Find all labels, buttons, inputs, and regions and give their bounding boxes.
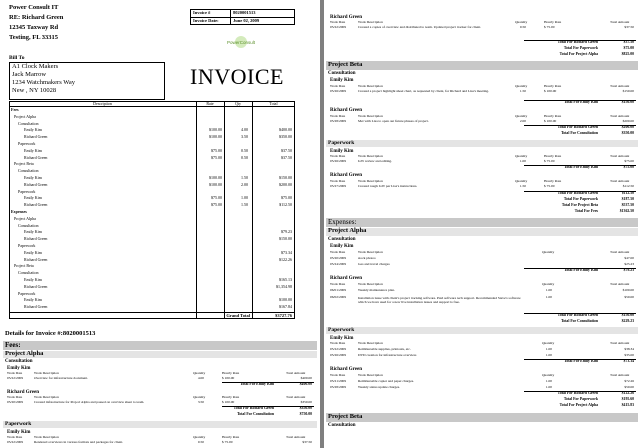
- entry-qty: 0.50: [519, 25, 526, 29]
- company-street: 12345 Taxway Rd: [9, 24, 59, 31]
- summary-row-description: Richard Green: [24, 181, 48, 187]
- consultation-total-label: Total For Consultation: [237, 412, 274, 416]
- col-total-amount: Total Amount: [286, 435, 306, 439]
- paperwork-heading: Paperwork: [5, 421, 32, 427]
- total-label: Total For Consultation: [561, 319, 598, 323]
- entry-date: 05/28/2009: [330, 385, 346, 389]
- entry-date: 05/20/2009: [7, 400, 23, 404]
- total-label: Total For Project Beta: [561, 203, 598, 207]
- entry-qty: 2.00: [519, 119, 526, 123]
- employee-emily: Emily Kim: [330, 149, 354, 154]
- summary-row-qty: 1.00: [241, 195, 248, 201]
- summary-row-description: Paperwork: [18, 188, 36, 194]
- employee-emily: Emily Kim: [330, 244, 354, 249]
- employee-richard: Richard Green: [330, 367, 362, 372]
- company-name: Power Consult IT: [9, 4, 59, 11]
- bill-to-line: A1 Clock Makers: [12, 63, 59, 70]
- col-total-amount: Total Amount: [610, 373, 630, 377]
- summary-row-description: Emily Kim: [24, 147, 42, 153]
- total-value: $200.00: [621, 125, 634, 129]
- col-total-amount: Total Amount: [610, 282, 630, 286]
- entry-qty: 3.50: [197, 400, 204, 404]
- invoice-title: INVOICE: [190, 64, 284, 89]
- summary-row-total: $200.00: [279, 181, 292, 187]
- entry-qty: 4.00: [197, 376, 204, 380]
- summary-row-total: $167.84: [279, 304, 292, 310]
- paperwork-heading: Paperwork: [328, 327, 355, 333]
- bill-to-line: Jack Marrow: [12, 71, 47, 78]
- summary-row-rate: $100.00: [209, 127, 222, 133]
- col-quantity: Quantity: [542, 282, 555, 286]
- col-hourly-rate: Hourly Rate: [544, 84, 562, 88]
- project-beta-heading: Project Beta: [328, 413, 363, 420]
- col-work-desc: Work Description: [358, 84, 383, 88]
- summary-row-description: Consultation: [18, 222, 39, 228]
- entry-amount: $37.50: [302, 440, 312, 444]
- consultation-heading: Consultation: [328, 71, 356, 76]
- entry-date: 05/21/2009: [330, 379, 346, 383]
- col-total-amount: Total Amount: [286, 371, 306, 375]
- col-hourly-rate: Hourly Rate: [544, 114, 562, 118]
- total-label: Total For Richard Green: [557, 391, 598, 395]
- total-label: Total For Paperwork: [563, 397, 598, 401]
- company-city: Testing, FL 33315: [9, 34, 59, 41]
- company-re: RE: Richard Green: [9, 14, 64, 21]
- summary-row-description: Emily Kim: [24, 175, 42, 180]
- summary-row-total: $37.50: [281, 154, 292, 160]
- summary-row-total: $37.50: [281, 147, 292, 153]
- entry-amount: $72.26: [624, 379, 634, 383]
- employee-emily: Emily Kim: [330, 336, 354, 341]
- entry-date: 05/28/2009: [330, 119, 346, 123]
- bill-to-label: Bill To: [9, 55, 25, 61]
- col-quantity: Quantity: [515, 84, 528, 88]
- entry-desc: Overview for infrastructure document.: [34, 376, 89, 380]
- col-work-date: Work Date: [7, 371, 23, 375]
- total-label: Total For Fees: [574, 209, 598, 213]
- grand-total-value: $3727.76: [275, 313, 292, 318]
- summary-row-qty: 1.50: [241, 202, 248, 208]
- col-hourly-rate: Hourly Rate: [544, 154, 562, 158]
- summary-row-total: $350.00: [279, 134, 292, 140]
- total-label: Total For Emily Kim: [564, 268, 598, 272]
- summary-row-qty: 2.00: [241, 181, 248, 187]
- entry-desc: Reimbursable supplies, printouts, etc.: [358, 347, 411, 351]
- entry-date: 06/02/2009: [330, 295, 346, 299]
- logo-icon: [218, 35, 264, 49]
- total-label: Total For Paperwork: [563, 197, 598, 201]
- consultation-heading: Consultation: [5, 359, 33, 364]
- total-value: $415.83: [621, 403, 634, 407]
- entry-amount: $150.00: [622, 89, 634, 93]
- entry-desc: DVD creation for infrastructure overview.: [358, 353, 417, 357]
- entry-desc: Created a project highlight sheet chart, as requested by client, for Richard and Lisa's meeting.: [358, 89, 489, 93]
- richard-total-value: $350.00: [299, 406, 312, 410]
- entry-amount: $75.00: [624, 159, 634, 163]
- col-rate: Rate: [206, 101, 214, 106]
- col-description: Description: [93, 101, 112, 106]
- total-value: $37.50: [623, 40, 634, 44]
- entry-qty: 1.00: [545, 295, 552, 299]
- col-quantity: Quantity: [193, 371, 206, 375]
- col-hourly-rate: Hourly Rate: [544, 20, 562, 24]
- summary-row-description: Richard Green: [24, 283, 48, 289]
- col-hourly-rate: Hourly Rate: [222, 371, 240, 375]
- summary-row-total: $122.26: [279, 256, 292, 262]
- total-label: Total For Consultation: [561, 131, 598, 135]
- total-label: Total For Richard Green: [557, 313, 598, 317]
- bill-to-line: New , NY 10028: [12, 87, 57, 94]
- entry-rate: $ 75.00: [544, 184, 555, 188]
- col-total-amount: Total Amount: [610, 341, 630, 345]
- col-quantity: Quantity: [515, 154, 528, 158]
- summary-row-total: $100.00: [279, 297, 292, 303]
- entry-amount: $37.50: [624, 25, 634, 29]
- invoice-date: June 02, 2009: [233, 18, 260, 23]
- total-label: Total For Richard Green: [557, 125, 598, 129]
- entry-amount: $100.00: [622, 288, 634, 292]
- summary-row-description: Fees: [11, 107, 19, 112]
- entry-qty: 1.00: [545, 353, 552, 357]
- total-value: $150.00: [621, 313, 634, 317]
- entry-desc: Created infrastructure for Project Alpha and passed on overview sheet to team.: [34, 400, 145, 404]
- entry-desc: Reimbursable copier and paper charges.: [358, 379, 415, 383]
- summary-row-total: $73.34: [281, 249, 292, 255]
- summary-row-description: Emily Kim: [24, 277, 42, 282]
- fees-heading: Fees:: [5, 341, 21, 349]
- col-work-desc: Work Description: [34, 371, 59, 375]
- invoice-date-label: Invoice Date:: [193, 18, 219, 23]
- col-quantity: Quantity: [542, 250, 555, 254]
- total-label: Total For Richard Green: [557, 40, 598, 44]
- summary-row-rate: $75.00: [211, 154, 222, 160]
- invoice-page-2: [324, 0, 640, 448]
- project-alpha-heading: Project Alpha: [328, 227, 367, 234]
- total-value: $75.00: [623, 46, 634, 50]
- col-work-desc: Work Description: [358, 20, 383, 24]
- summary-row-description: Richard Green: [24, 256, 48, 262]
- entry-rate: $ 75.00: [544, 25, 555, 29]
- paperwork-heading: Paperwork: [328, 140, 355, 146]
- entry-date: 05/22/2009: [7, 440, 23, 444]
- summary-row-qty: 1.50: [241, 175, 248, 180]
- summary-row-description: Richard Green: [24, 154, 48, 160]
- summary-row-description: Richard Green: [24, 134, 48, 140]
- summary-row-total: $400.00: [279, 127, 292, 133]
- col-work-date: Work Date: [330, 179, 346, 183]
- col-work-date: Work Date: [7, 395, 23, 399]
- col-quantity: Quantity: [515, 179, 528, 183]
- entry-date: 05/27/2009: [330, 184, 346, 188]
- entry-date: 05/26/2009: [330, 353, 346, 357]
- entry-qty: 1.00: [545, 379, 552, 383]
- entry-date: 05/24/2009: [330, 262, 346, 266]
- summary-row-description: Project Alpha: [14, 113, 36, 119]
- total-value: $229.23: [621, 319, 634, 323]
- col-total-amount: Total Amount: [610, 250, 630, 254]
- summary-row-description: Emily Kim: [24, 195, 42, 201]
- emily-total-label: Total For Emily Kim: [240, 382, 274, 386]
- entry-rate: $ 75.00: [222, 440, 233, 444]
- summary-row-description: Consultation: [18, 270, 39, 276]
- entry-desc: Weekly status update charges.: [358, 385, 401, 389]
- entry-amount: $47.00: [624, 256, 634, 260]
- entry-amount: $112.50: [622, 184, 634, 188]
- summary-row-rate: $75.00: [211, 195, 222, 201]
- summary-row-rate: $100.00: [209, 175, 222, 180]
- employee-richard: Richard Green: [330, 276, 362, 281]
- entry-desc: IoW review and editing.: [358, 159, 392, 163]
- summary-row-description: Expenses: [11, 209, 27, 214]
- total-value: $537.50: [621, 203, 634, 207]
- summary-row-description: Project Alpha: [14, 215, 36, 221]
- summary-row-qty: 4.00: [241, 127, 248, 133]
- entry-qty: 1.00: [545, 385, 552, 389]
- summary-row-description: Emily Kim: [24, 297, 42, 303]
- col-work-date: Work Date: [7, 435, 23, 439]
- emily-total-value: $400.00: [299, 382, 312, 386]
- summary-row-total: $1,354.98: [276, 283, 292, 289]
- employee-richard: Richard Green: [7, 390, 39, 395]
- invoice-number: 8020001513: [233, 10, 256, 15]
- col-work-desc: Work Description: [358, 179, 383, 183]
- entry-amount: $350.00: [300, 400, 312, 404]
- total-label: Total For Project Alpha: [559, 52, 598, 56]
- total-value: $79.23: [623, 268, 634, 272]
- col-work-desc: Work Description: [34, 395, 59, 399]
- employee-emily: Emily Kim: [7, 430, 31, 435]
- entry-date: 05/22/2009: [7, 376, 23, 380]
- entry-desc: Weekly maintenance plan.: [358, 288, 395, 292]
- entry-rate: $ 100.00: [544, 89, 557, 93]
- summary-row-description: Paperwork: [18, 243, 36, 248]
- entry-qty: 1.00: [545, 347, 552, 351]
- entry-rate: $ 75.00: [544, 159, 555, 163]
- total-value: $1362.50: [619, 209, 634, 213]
- col-qty: Qty: [235, 101, 241, 106]
- entry-amount: $35.00: [624, 353, 634, 357]
- col-work-date: Work Date: [330, 373, 346, 377]
- col-total-amount: Total Amount: [286, 395, 306, 399]
- entry-amount: $200.00: [622, 119, 634, 123]
- col-quantity: Quantity: [542, 341, 555, 345]
- total-value: $187.50: [621, 197, 634, 201]
- company-logo: [218, 35, 264, 49]
- total-label: Total For Emily Kim: [564, 165, 598, 169]
- summary-row-description: Emily Kim: [24, 229, 42, 235]
- entry-rate: $ 100.00: [222, 400, 235, 404]
- col-work-desc: Work Description: [358, 373, 383, 377]
- col-hourly-rate: Hourly Rate: [222, 435, 240, 439]
- employee-emily: Emily Kim: [330, 78, 354, 83]
- total-value: $112.50: [621, 191, 634, 195]
- bill-to-line: 1234 Watchmakers Way: [12, 79, 75, 86]
- employee-richard: Richard Green: [330, 15, 362, 20]
- summary-row-description: Paperwork: [18, 141, 36, 146]
- summary-row-description: Richard Green: [24, 202, 48, 208]
- col-work-desc: Work Description: [358, 341, 383, 345]
- col-quantity: Quantity: [515, 20, 528, 24]
- entry-qty: 1.50: [519, 89, 526, 93]
- summary-row-qty: 0.50: [241, 154, 248, 160]
- summary-row-description: Consultation: [18, 120, 39, 126]
- consultation-heading: Consultation: [328, 237, 356, 242]
- total-label: Total For Emily Kim: [564, 100, 598, 104]
- summary-row-rate: $100.00: [209, 134, 222, 140]
- summary-row-total: $150.00: [279, 236, 292, 242]
- entry-date: 06/01/2009: [330, 288, 346, 292]
- col-quantity: Quantity: [193, 395, 206, 399]
- expenses-heading: Expenses:: [328, 218, 357, 226]
- total-label: Total For Project Alpha: [559, 403, 598, 407]
- col-work-desc: Work Description: [358, 154, 383, 158]
- entry-desc: Met with Lisa to open out future phases of project.: [358, 119, 429, 123]
- col-work-desc: Work Description: [358, 250, 383, 254]
- total-value: $195.60: [621, 397, 634, 401]
- grand-total-label: Grand Total: [226, 313, 250, 318]
- summary-row-qty: 0.50: [241, 147, 248, 153]
- employee-emily: Emily Kim: [7, 366, 31, 371]
- summary-row-description: Paperwork: [18, 290, 36, 296]
- total-value: $122.26: [621, 391, 634, 395]
- col-total-amount: Total Amount: [610, 179, 630, 183]
- entry-qty: 0.50: [197, 440, 204, 444]
- entry-desc: stock photos: [358, 256, 376, 260]
- consultation-heading: Consultation: [328, 423, 356, 428]
- col-work-desc: Work Description: [358, 114, 383, 118]
- employee-richard: Richard Green: [330, 173, 362, 178]
- entry-date: 05/20/2009: [330, 256, 346, 260]
- entry-desc: Rendered overviews in various formats and packages for client.: [34, 440, 124, 444]
- summary-row-description: Project Beta: [14, 161, 34, 167]
- entry-qty: 1.00: [545, 288, 552, 292]
- svg-text:PowerConsult: PowerConsult: [226, 40, 256, 45]
- summary-row-description: Project Beta: [14, 263, 34, 269]
- entry-date: 05/22/2009: [330, 25, 346, 29]
- col-quantity: Quantity: [193, 435, 206, 439]
- summary-row-description: Emily Kim: [24, 127, 42, 133]
- summary-row-rate: $100.00: [209, 181, 222, 187]
- col-total: Total: [269, 101, 278, 106]
- col-total-amount: Total Amount: [610, 84, 630, 88]
- summary-row-description: Richard Green: [24, 304, 48, 310]
- col-work-desc: Work Description: [358, 282, 383, 286]
- total-label: Total For Emily Kim: [564, 359, 598, 363]
- entry-qty: 1.00: [519, 159, 526, 163]
- entry-desc: Created a copies of overview and distributed to team. Updated project tracker for client.: [358, 25, 482, 29]
- col-work-date: Work Date: [330, 341, 346, 345]
- col-work-date: Work Date: [330, 84, 346, 88]
- summary-row-total: $75.00: [281, 195, 292, 201]
- col-quantity: Quantity: [515, 114, 528, 118]
- col-total-amount: Total Amount: [610, 20, 630, 24]
- consultation-total-value: $750.00: [299, 412, 312, 416]
- employee-richard: Richard Green: [330, 108, 362, 113]
- summary-row-total: $150.00: [279, 175, 292, 180]
- summary-row-description: Consultation: [18, 168, 39, 174]
- project-beta-heading: Project Beta: [328, 61, 363, 68]
- summary-row-description: Richard Green: [24, 236, 48, 242]
- summary-row-rate: $75.00: [211, 147, 222, 153]
- summary-row-total: $165.13: [279, 277, 292, 282]
- col-quantity: Quantity: [542, 373, 555, 377]
- entry-desc: Created rough IoW per Lisa's instructions.: [358, 184, 418, 188]
- total-label: Total For Richard Green: [557, 191, 598, 195]
- total-label: Total For Paperwork: [563, 46, 598, 50]
- summary-row-total: $79.23: [281, 229, 292, 235]
- entry-qty: 1.50: [519, 184, 526, 188]
- total-value: $75.00: [623, 165, 634, 169]
- col-work-date: Work Date: [330, 250, 346, 254]
- col-work-desc: Work Description: [34, 435, 59, 439]
- summary-row-description: Emily Kim: [24, 249, 42, 255]
- entry-amount: $50.00: [624, 385, 634, 389]
- col-total-amount: Total Amount: [610, 154, 630, 158]
- invoice-number-label: Invoice #: [193, 10, 211, 15]
- entry-date: 05/22/2009: [330, 347, 346, 351]
- total-value: $73.34: [623, 359, 634, 363]
- col-hourly-rate: Hourly Rate: [544, 179, 562, 183]
- total-value: $825.00: [621, 52, 634, 56]
- details-title: Details for Invoice #:8020001513: [5, 330, 96, 337]
- col-hourly-rate: Hourly Rate: [222, 395, 240, 399]
- entry-rate: $ 100.00: [544, 119, 557, 123]
- col-work-date: Work Date: [330, 282, 346, 286]
- total-value: $150.00: [621, 100, 634, 104]
- col-total-amount: Total Amount: [610, 114, 630, 118]
- entry-rate: $ 100.00: [222, 376, 235, 380]
- project-alpha-heading: Project Alpha: [5, 350, 44, 357]
- entry-desc: Gas and travel charges: [358, 262, 390, 266]
- entry-date: 05/26/2009: [330, 159, 346, 163]
- entry-amount: $50.00: [624, 295, 634, 299]
- entry-amount: $400.00: [300, 376, 312, 380]
- col-work-date: Work Date: [330, 20, 346, 24]
- entry-desc: Installation issue with client's project tracking software. Paid software tech support. Recommended Steve's software which we have used for a new live installation issues and support is free.: [358, 296, 521, 305]
- entry-amount: $25.23: [624, 262, 634, 266]
- col-work-date: Work Date: [330, 114, 346, 118]
- summary-row-qty: 3.50: [241, 134, 248, 140]
- entry-date: 05/26/2009: [330, 89, 346, 93]
- summary-row-rate: $75.00: [211, 202, 222, 208]
- summary-row-total: $112.50: [279, 202, 292, 208]
- richard-total-label: Total For Richard Green: [233, 406, 274, 410]
- total-value: $350.00: [621, 131, 634, 135]
- entry-amount: $38.34: [624, 347, 634, 351]
- col-work-date: Work Date: [330, 154, 346, 158]
